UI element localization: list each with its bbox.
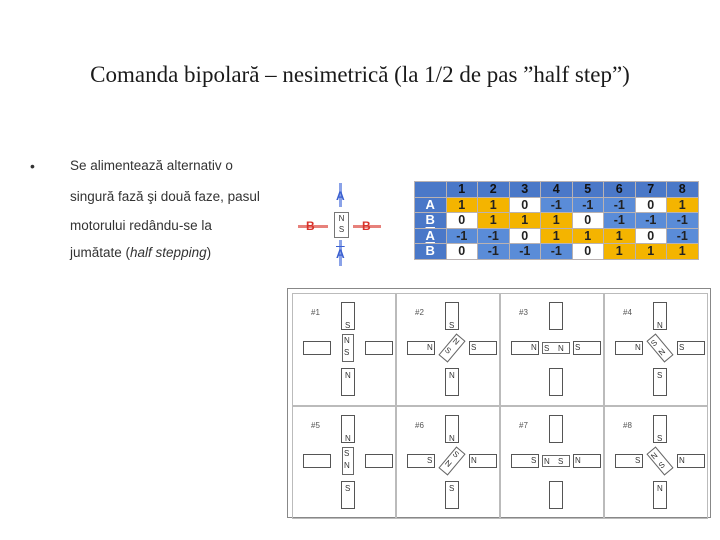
position-panel [292, 406, 396, 519]
bullet-line-4-text: jumătate ( [70, 245, 131, 260]
rotor-pole-b: N [656, 346, 668, 358]
table-cell: 0 [572, 213, 604, 229]
table-cell: 0 [446, 213, 478, 229]
top-pole-label: S [345, 321, 351, 330]
bullet-line-2: singură fază şi două faze, pasul [70, 189, 260, 204]
header-cell: 2 [478, 182, 510, 198]
header-cell: 1 [446, 182, 478, 198]
bottom-pole-label: N [657, 484, 663, 493]
bottom-pole-label: S [657, 371, 663, 380]
position-panel [604, 406, 708, 519]
table-cell: 1 [667, 244, 699, 260]
right-pole-label: N [471, 456, 477, 465]
panel-number: #8 [623, 421, 632, 430]
right-pole-box [365, 341, 393, 355]
rotor-magnet [646, 333, 673, 362]
rotor-pole-a: S [649, 337, 660, 349]
rotor-magnet [542, 342, 570, 354]
row-label: A [415, 197, 447, 213]
table-cell: -1 [446, 228, 478, 244]
rotor-magnet [334, 212, 349, 238]
table-cell: -1 [667, 213, 699, 229]
left-pole-box [303, 454, 331, 468]
table-cell: 1 [604, 228, 636, 244]
table-cell: -1 [667, 228, 699, 244]
top-pole-label: S [657, 434, 663, 443]
left-pole-label: N [635, 343, 641, 352]
rotor-south: S [338, 225, 345, 234]
right-pole-label: N [679, 456, 685, 465]
table-cell: 0 [509, 197, 541, 213]
table-cell: 1 [541, 213, 573, 229]
rotor-pole-a: N [544, 457, 550, 466]
header-cell: 6 [604, 182, 636, 198]
table-cell: -1 [604, 197, 636, 213]
panel-number: #7 [519, 421, 528, 430]
left-pole-label: N [531, 343, 537, 352]
rotor-pole-b: N [558, 344, 564, 353]
rotor-magnet [342, 334, 354, 362]
table-cell: -1 [635, 213, 667, 229]
rotor-pole-b: N [344, 461, 350, 470]
bullet-line-4-tail: ) [206, 245, 212, 260]
bottom-pole-label: N [449, 371, 455, 380]
rotor-pole-b: S [558, 457, 564, 466]
bottom-pole-box [549, 481, 563, 509]
table-cell: 1 [541, 228, 573, 244]
right-pole-label: S [471, 343, 477, 352]
rotor-pole-b: S [344, 348, 350, 357]
top-pole-label: N [449, 434, 455, 443]
table-cell: -1 [604, 213, 636, 229]
rotor-pole-a: N [649, 450, 660, 462]
rotor-pole-b: N [443, 458, 454, 470]
table-header-row [415, 182, 699, 198]
bullet-line-4 [70, 245, 300, 260]
panel-number: #3 [519, 308, 528, 317]
header-cell [415, 182, 447, 198]
right-pole-box [365, 454, 393, 468]
table-cell: 1 [509, 213, 541, 229]
top-pole-box [549, 302, 563, 330]
header-cell: 4 [541, 182, 573, 198]
panel-number: #4 [623, 308, 632, 317]
header-cell: 7 [635, 182, 667, 198]
left-pole-label: S [427, 456, 433, 465]
right-pole-label: N [575, 456, 581, 465]
table-cell: 1 [478, 197, 510, 213]
pole-a-top-label: A [336, 189, 345, 203]
right-pole-label: S [679, 343, 685, 352]
bottom-pole-label: S [449, 484, 455, 493]
position-panel [396, 293, 500, 406]
table-cell: 1 [446, 197, 478, 213]
table-cell: 0 [446, 244, 478, 260]
table-row [415, 197, 699, 213]
table-cell: -1 [478, 228, 510, 244]
rotor-north: N [338, 214, 345, 223]
panel-number: #5 [311, 421, 320, 430]
position-panel [604, 293, 708, 406]
rotor-magnet [342, 447, 354, 475]
left-pole-box [303, 341, 331, 355]
header-cell: 3 [509, 182, 541, 198]
row-label: $\overline{B}$ [415, 244, 447, 260]
rotor-pole-a: N [344, 336, 350, 345]
bullet-italic: half stepping [130, 245, 207, 260]
position-panel [500, 293, 604, 406]
bullet-line-3: motorului redându-se la [70, 218, 212, 233]
table-cell: -1 [509, 244, 541, 260]
table-cell: 1 [604, 244, 636, 260]
table-cell: 0 [509, 228, 541, 244]
rotor-pole-a: N [450, 336, 462, 347]
half-step-panels [287, 288, 711, 518]
slide-title: Comanda bipolară – nesimetrică (la 1/2 de pas ”half step”) [90, 62, 630, 87]
pole-b-right-label: B [362, 219, 371, 233]
table-row [415, 228, 699, 244]
header-cell: 8 [667, 182, 699, 198]
bottom-pole-label: N [345, 371, 351, 380]
position-panel [396, 406, 500, 519]
rotor-pole-a: S [450, 449, 461, 460]
bullet-marker: • [30, 158, 35, 174]
rotor-magnet [438, 333, 465, 362]
rotor-magnet [542, 455, 570, 467]
top-pole-label: N [657, 321, 663, 330]
bottom-pole-label: S [345, 484, 351, 493]
left-pole-label: S [635, 456, 641, 465]
rotor-pole-b: S [656, 460, 667, 471]
left-pole-label: N [427, 343, 433, 352]
table-cell: 0 [572, 244, 604, 260]
table-row [415, 244, 699, 260]
pole-a-bottom-label: $\overline{A}$ [336, 247, 345, 261]
right-pole-label: S [575, 343, 581, 352]
rotor-magnet [438, 446, 465, 475]
top-pole-label: N [345, 434, 351, 443]
table-cell: 1 [635, 244, 667, 260]
rotor-pole-b: S [443, 345, 454, 356]
panel-number: #6 [415, 421, 424, 430]
panel-number: #2 [415, 308, 424, 317]
bullet-line-1: Se alimentează alternativ o [70, 158, 233, 173]
table-cell: 0 [635, 197, 667, 213]
table-cell: 0 [635, 228, 667, 244]
row-label: $\overline{A}$ [415, 228, 447, 244]
panel-number: #1 [311, 308, 320, 317]
bottom-pole-box [549, 368, 563, 396]
table-cell: 1 [572, 228, 604, 244]
table-cell: -1 [478, 244, 510, 260]
row-label: B [415, 213, 447, 229]
position-panel [500, 406, 604, 519]
table-cell: -1 [541, 197, 573, 213]
left-pole-label: S [531, 456, 537, 465]
top-pole-box [549, 415, 563, 443]
table-cell: -1 [572, 197, 604, 213]
pole-b-left-label: B [306, 219, 315, 233]
table-cell: 1 [478, 213, 510, 229]
top-pole-label: S [449, 321, 455, 330]
step-table [414, 181, 699, 260]
rotor-magnet [646, 446, 673, 475]
position-panel [292, 293, 396, 406]
table-cell: 1 [667, 197, 699, 213]
header-cell: 5 [572, 182, 604, 198]
table-cell: -1 [541, 244, 573, 260]
rotor-pole-a: S [344, 449, 350, 458]
table-row [415, 213, 699, 229]
rotor-pole-a: S [544, 344, 550, 353]
